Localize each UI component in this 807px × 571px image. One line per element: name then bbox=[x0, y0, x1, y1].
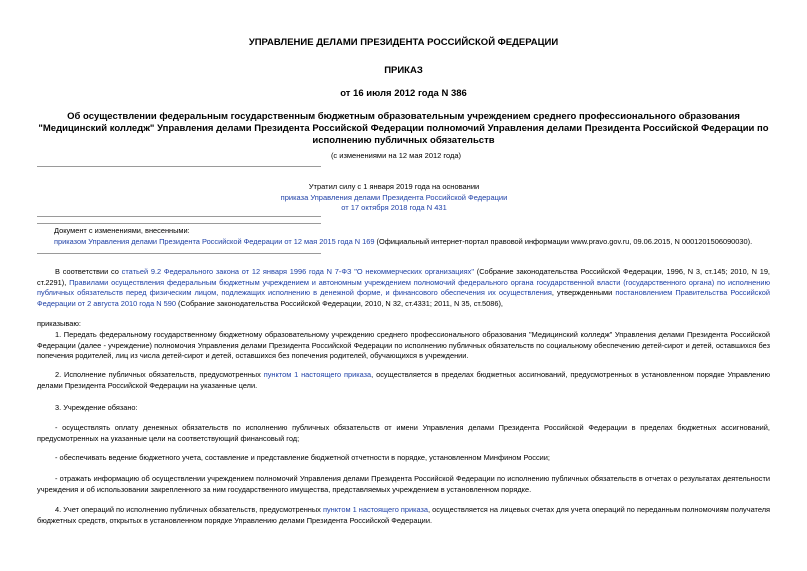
org-heading: УПРАВЛЕНИЕ ДЕЛАМИ ПРЕЗИДЕНТА РОССИЙСКОЙ ФЕДЕРАЦИИ bbox=[248, 37, 559, 48]
item-2: 2. Исполнение публичных обязательств, предусмотренных пунктом 1 настоящего приказа, осуществляется в пределах бюджетных ассигнований, предусмотренных в установленном порядке Управлению делами Президента Российской Федерации на указанные цели. bbox=[37, 370, 771, 390]
item-4: 4. Учет операций по исполнению публичных обязательств, предусмотренных пунктом 1 настоящего приказа, осуществляется на лицевых счетах для учета операций по переданным полномочиям получателя бюджетных средств, открытых в установленном порядке Управлению делами Президента Российской Федерации. bbox=[37, 505, 771, 525]
lost-force-text: Утратил силу с 1 января 2019 года на основании bbox=[308, 182, 480, 191]
divider bbox=[37, 253, 321, 254]
orders-word: приказываю: bbox=[37, 319, 81, 328]
document-title: Об осуществлении федеральным государственным бюджетным образовательным учреждением среднего профессионального образования "Медицинский колледж" Управления делами Президента Российской Федерации полномочий Управления делами Президента Российской Федерации по исполнению публичных обязательств bbox=[38, 111, 769, 146]
doc-type-heading: ПРИКАЗ bbox=[384, 65, 423, 76]
divider bbox=[37, 223, 321, 224]
lost-force-link[interactable]: приказа Управления делами Президента Российской Федерации bbox=[280, 192, 508, 202]
preamble-paragraph: В соответствии со статьей 9.2 Федерального закона от 12 января 1996 года N 7-ФЗ "О некоммерческих организациях" (Собрание законодательства Российской Федерации, 1996, N 3, ст.145; 2010, N 19, ст.2291), Правилами осуществления федеральным бюджетным учреждением и автономным учреждением полномочий федерального органа государственной власти (государственного органа) по исполнению публичных обязательств перед физическим лицом, подлежащих исполнению в денежной форме, и финансового обеспечения их осуществления, утвержденными постановлением Правительства Российской Федерации от 2 августа 2010 года N 590 (Собрание законодательства Российской Федерации, 2010, N 32, ст.4331; 2011, N 35, ст.5086), bbox=[37, 267, 770, 308]
item-2-link[interactable]: пунктом 1 настоящего приказа bbox=[263, 370, 372, 379]
law-link[interactable]: статьей 9.2 Федерального закона от 12 января 1996 года N 7-ФЗ "О некоммерческих организациях" bbox=[121, 267, 474, 276]
lost-force-block bbox=[38, 182, 750, 214]
item-1: 1. Передать федеральному государственному бюджетному образовательному учреждению среднего профессионального образования "Медицинский колледж" Управления делами Президента Российской Федерации (далее - учреждение) полномочия Управления делами Президента Российской Федерации по исполнению публичных обязательств по социальному обеспечению детей-сирот и детей, оставшихся без попечения родителей, лиц из числа детей-сирот и детей, оставшихся без попечения родителей, обучающихся в учреждении. bbox=[37, 330, 770, 361]
item-4-link[interactable]: пунктом 1 настоящего приказа bbox=[322, 505, 429, 514]
item-3: 3. Учреждение обязано: bbox=[55, 403, 138, 412]
lost-force-link-date[interactable]: от 17 октября 2018 года N 431 bbox=[341, 203, 447, 212]
date-number-heading: от 16 июля 2012 года N 386 bbox=[340, 88, 467, 99]
divider bbox=[37, 216, 321, 217]
item-3-dash-1: - осуществлять оплату денежных обязательств по исполнению публичных обязательств от имени Управления делами Президента Российской Федерации в пределах бюджетных ассигнований, предусмотренных на указанные цели на соответствующий финансовый год; bbox=[37, 423, 770, 443]
amendments-block bbox=[54, 226, 774, 247]
divider bbox=[37, 166, 321, 167]
item-3-dash-2: - обеспечивать ведение бюджетного учета, составление и представление бюджетной отчетности в порядке, установленном Минфином России; bbox=[55, 453, 550, 462]
amendments-label: Документ с изменениями, внесенными: bbox=[54, 226, 190, 235]
amendment-link[interactable]: приказом Управления делами Президента Российской Федерации от 12 мая 2015 года N 169 bbox=[54, 236, 375, 246]
rules-link[interactable]: Правилами осуществления федеральным бюджетным учреждением и автономным учреждением полномочий федерального органа государственной власти (государственного органа) по исполнению публичных обязательств перед физическим лицом, подлежащих исполнению в денежной форме, и финансового обеспечения их осуществления bbox=[37, 277, 770, 298]
item-3-dash-3: - отражать информацию об осуществлении учреждением полномочий Управления делами Президента Российской Федерации по исполнению публичных обязательств в отчетах о результатах деятельности учреждения и об использовании закрепленного за ним государственного имущества, представляемых учреждением в установленном порядке. bbox=[37, 474, 770, 494]
resolution-link[interactable]: постановлением Правительства Российской Федерации от 2 августа 2010 года N 590 bbox=[37, 288, 770, 308]
changes-note: (с изменениями на 12 мая 2012 года) bbox=[330, 151, 462, 160]
amendment-source: (Официальный интернет-портал правовой информации www.pravo.gov.ru, 09.06.2015, N 0001201506090030). bbox=[374, 236, 753, 246]
